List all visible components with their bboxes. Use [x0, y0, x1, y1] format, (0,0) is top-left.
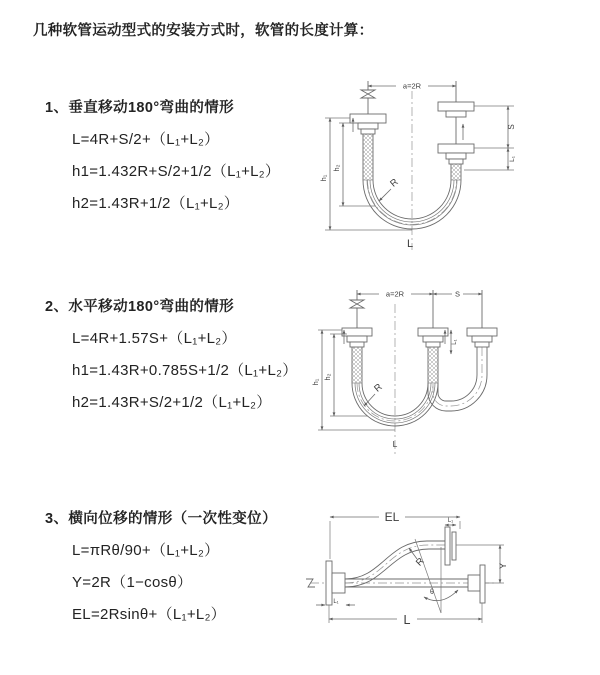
left-fitting — [350, 81, 386, 134]
diagram-lateral-displacement — [298, 503, 600, 645]
diagram-vertical-180-bend — [312, 72, 562, 262]
dim-label-h2: h₂ — [323, 373, 332, 381]
dim-label-a2r: a=2R — [385, 289, 405, 299]
dim-label-y: Y — [498, 562, 509, 570]
angle-label: θ — [430, 589, 434, 596]
dim-label-l1-lower: L₁ — [333, 599, 339, 605]
formula-el: EL=2Rsinθ+（L₁+L₂） — [72, 606, 226, 623]
formula-l: L=4R+1.57S+（L₁+L₂） — [72, 330, 237, 347]
valve-icon — [361, 90, 375, 98]
radius-label: R — [372, 381, 385, 395]
right-fitting — [467, 290, 497, 347]
braid-section — [352, 347, 362, 383]
section-1 — [45, 100, 280, 213]
section-2 — [45, 299, 298, 412]
section-2-heading: 2、水平移动180°弯曲的情形 — [45, 299, 235, 315]
right-lower-flange — [468, 565, 485, 603]
dim-label-l1: L₁ — [452, 339, 458, 345]
formula-h1: h1=1.432R+S/2+1/2（L₁+L₂） — [72, 163, 281, 180]
dim-label-h2: h₂ — [332, 164, 341, 172]
valve-icon — [350, 300, 364, 308]
radius-label: R — [388, 176, 401, 190]
formula-y: Y=2R（1−cosθ） — [72, 574, 193, 591]
dim-label-l1: L₁ — [509, 156, 516, 162]
dim-label-h1: h₁ — [319, 174, 328, 182]
dimensions — [311, 289, 482, 449]
formula-l: L=πRθ/90+（L₁+L₂） — [72, 542, 220, 559]
section-1-heading: 1、垂直移动180°弯曲的情形 — [45, 100, 235, 116]
dim-label-l1-upper: L₁ — [447, 518, 454, 524]
dim-label-h1: h₁ — [311, 378, 320, 386]
braid-section — [451, 164, 461, 180]
section-3-heading: 3、横向位移的情形（一次性变位） — [45, 511, 277, 527]
formula-h2: h2=1.43R+1/2（L₁+L₂） — [72, 195, 240, 212]
dim-label-s: S — [454, 289, 461, 299]
braid-section — [428, 347, 438, 383]
upper-flange-displaced — [445, 527, 456, 565]
formula-l: L=4R+S/2+（L₁+L₂） — [72, 131, 220, 148]
braid-section — [363, 134, 373, 180]
dim-label-a2r: a=2R — [402, 81, 422, 91]
page-title: 几种软管运动型式的安装方式时，软管的长度计算： — [33, 23, 374, 39]
left-fitting — [342, 290, 372, 347]
dim-label-l: L — [403, 613, 411, 627]
formula-h1: h1=1.43R+0.785S+1/2（L₁+L₂） — [72, 362, 298, 379]
hose-s-curve-displaced — [345, 541, 450, 587]
radius-label: R — [413, 555, 427, 569]
length-label: L — [406, 238, 414, 250]
section-3 — [45, 511, 277, 624]
dim-label-el: EL — [384, 510, 400, 524]
formula-h2: h2=1.43R+S/2+1/2（L₁+L₂） — [72, 394, 272, 411]
length-label: L — [392, 439, 398, 449]
diagram-horizontal-180-bend — [306, 280, 568, 462]
middle-fitting — [418, 290, 448, 347]
right-fitting — [438, 81, 474, 164]
dim-label-s: S — [507, 124, 516, 130]
